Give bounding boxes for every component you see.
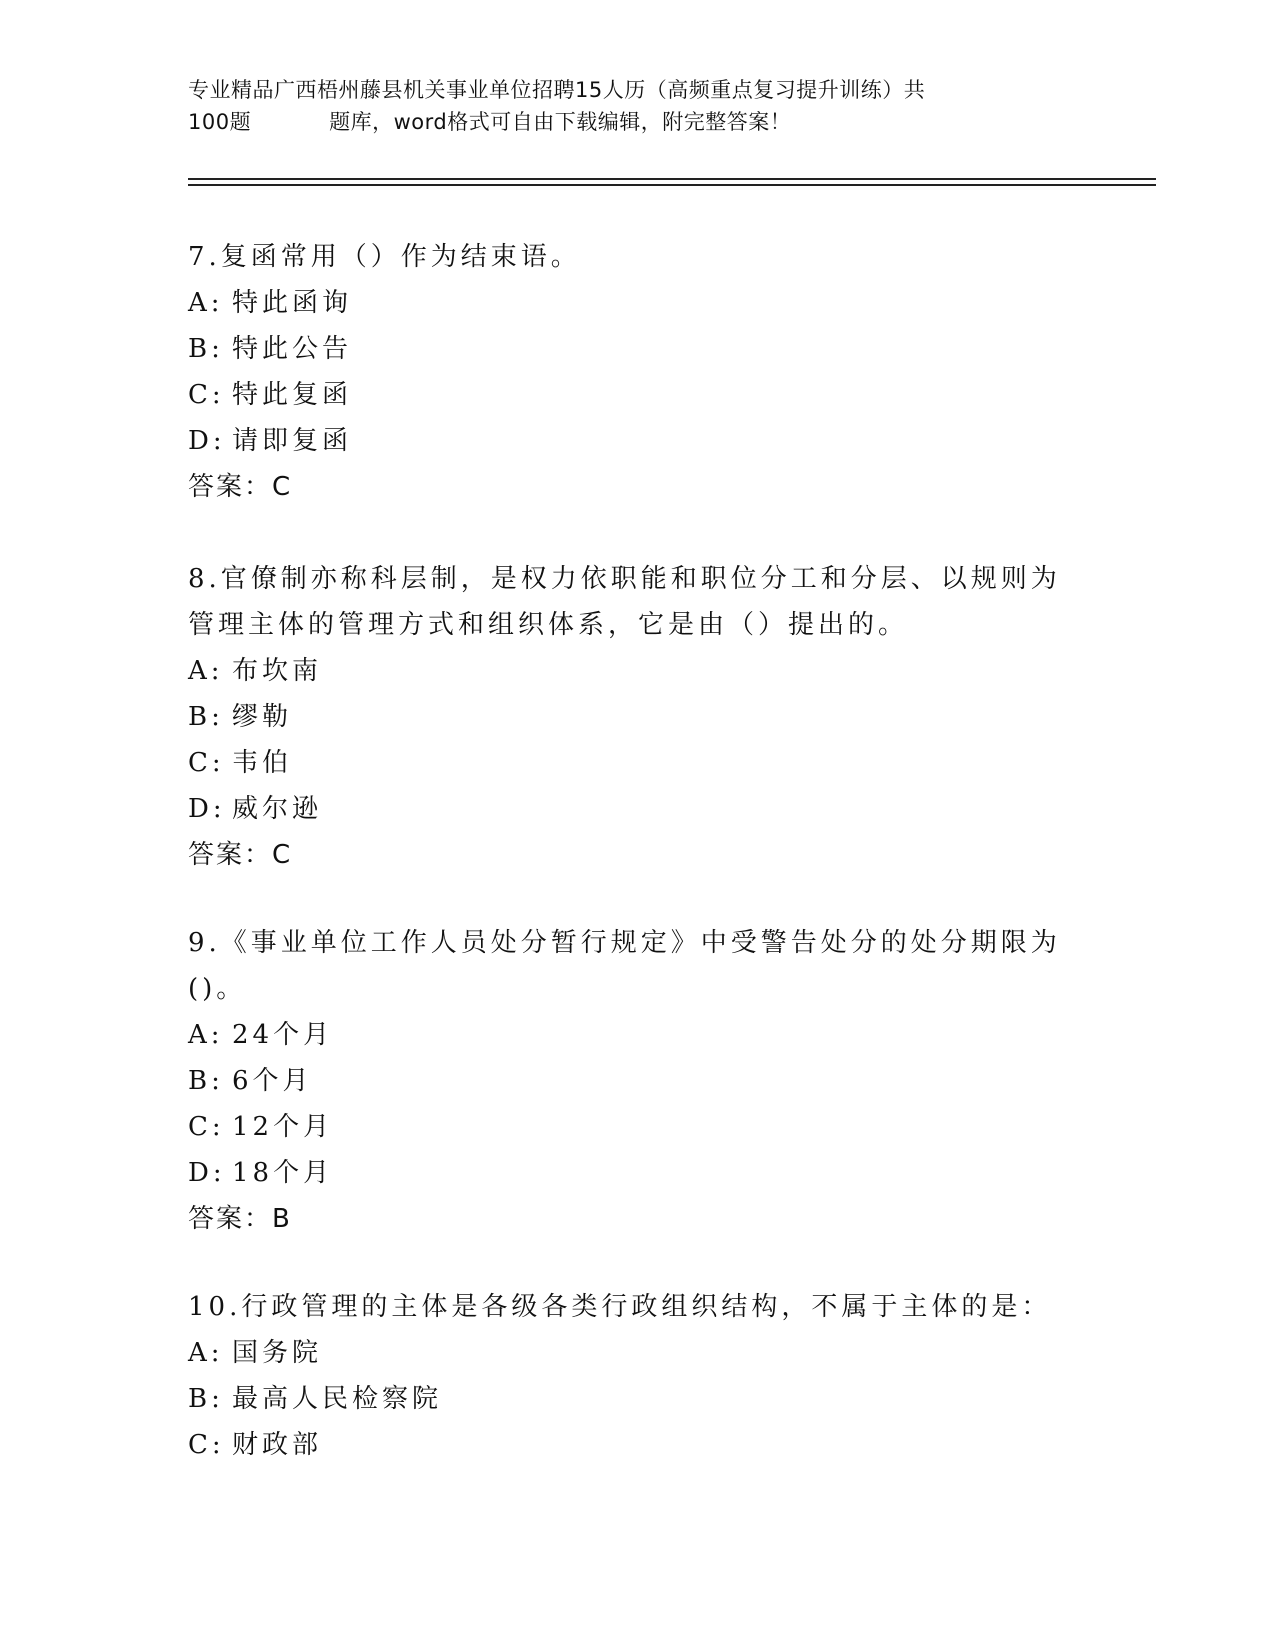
option-d: D: 威尔逊: [188, 794, 323, 824]
header-line-2: [188, 106, 1058, 138]
option-a: A: 布坎南: [188, 656, 323, 686]
option-b: B: 6个月: [188, 1066, 313, 1096]
option-c: C: 财政部: [188, 1430, 323, 1460]
option-a: A: 国务院: [188, 1338, 323, 1368]
option-c: C: 韦伯: [188, 748, 293, 778]
option-a: A: 24个月: [188, 1020, 334, 1050]
question-text: 10.行政管理的主体是各级各类行政组织结构，不属于主体的是：: [188, 1292, 1052, 1322]
question-9: [188, 920, 1068, 1242]
option-c: C: 12个月: [188, 1112, 334, 1142]
question-text: 8.官僚制亦称科层制，是权力依职能和职位分工和分层、以规则为管理主体的管理方式和组织体系，它是由（）提出的。: [188, 564, 1061, 640]
option-b: B: 特此公告: [188, 334, 353, 364]
answer: 答案：C: [188, 840, 293, 870]
option-a: A: 特此函询: [188, 288, 353, 318]
option-d: D: 请即复函: [188, 426, 353, 456]
question-7: [188, 234, 1068, 510]
header-divider-top: [188, 178, 1156, 180]
option-b: B: 最高人民检察院: [188, 1384, 443, 1414]
answer: 答案：B: [188, 1204, 292, 1234]
document-header: [188, 74, 1058, 138]
option-c: C: 特此复函: [188, 380, 353, 410]
header-line-1: 专业精品广西梧州藤县机关事业单位招聘15人历（高频重点复习提升训练）共: [188, 78, 926, 102]
question-text: 9.《事业单位工作人员处分暂行规定》中受警告处分的处分期限为()。: [188, 928, 1061, 1004]
question-text: 7.复函常用（）作为结束语。: [188, 242, 581, 272]
option-b: B: 缪勒: [188, 702, 293, 732]
header-description: 题库，word格式可自由下载编辑，附完整答案！: [329, 110, 792, 134]
question-8: [188, 556, 1068, 878]
question-10: [188, 1284, 1068, 1468]
answer: 答案：C: [188, 472, 293, 502]
header-question-count: 100题: [188, 110, 252, 134]
header-divider-bottom: [188, 184, 1156, 186]
option-d: D: 18个月: [188, 1158, 334, 1188]
